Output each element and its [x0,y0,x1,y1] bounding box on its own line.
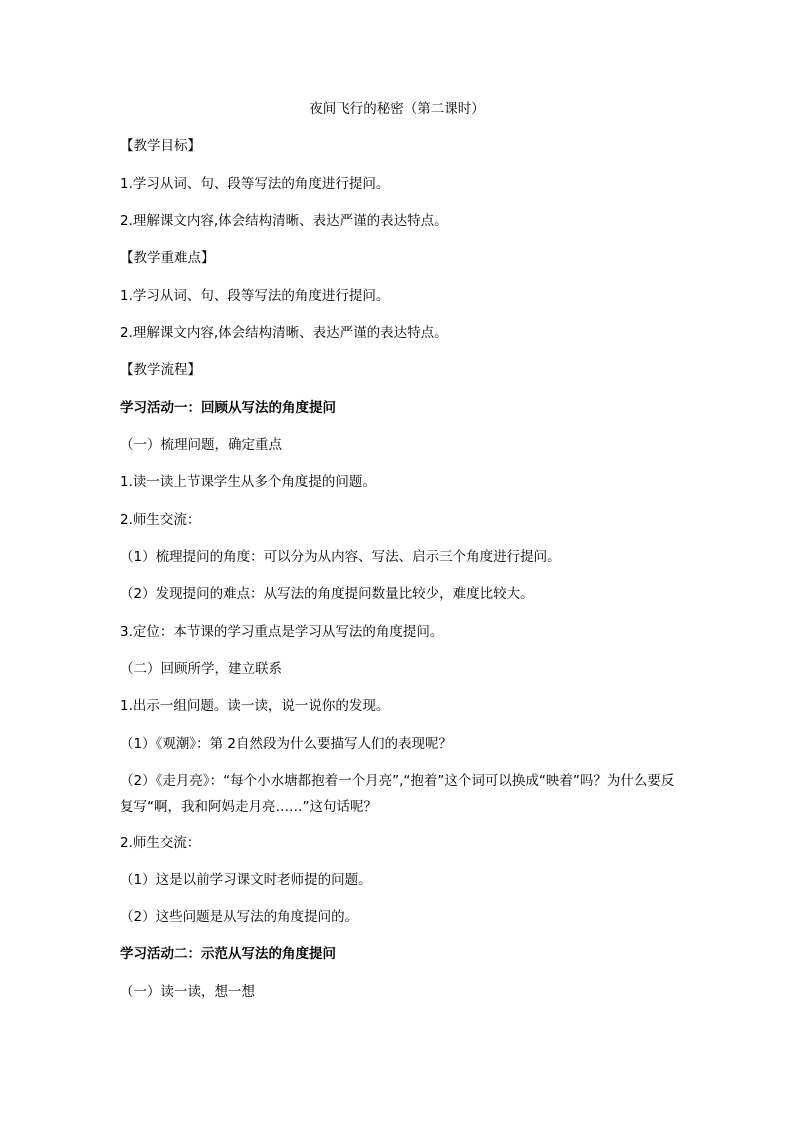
section-heading-objectives: 【教学目标】 [120,138,201,154]
section-heading-process: 【教学流程】 [120,362,201,378]
paragraph: （2）这些问题是从写法的角度提问的。 [120,909,359,925]
paragraph: 1.学习从词、句、段等写法的角度进行提问。 [120,288,390,304]
activity-heading: 学习活动一：回顾从写法的角度提问 [120,400,336,416]
paragraph: 2.师生交流： [120,512,201,528]
paragraph: 2.理解课文内容,体会结构清晰、表达严谨的表达特点。 [120,325,448,341]
paragraph: （1）这是以前学习课文时老师提的问题。 [120,872,372,888]
paragraph: 2.师生交流： [120,835,201,851]
paragraph: 1.学习从词、句、段等写法的角度进行提问。 [120,176,390,192]
paragraph: （2）《走月亮》：“每个小水塘都抱着一个月亮”,“抱着”这个词可以换成“映着”吗？为什么要反复写“啊，我和阿妈走月亮……”这句话呢？ [120,773,675,815]
paragraph: 3.定位：本节课的学习重点是学习从写法的角度提问。 [120,624,444,640]
paragraph: （2）发现提问的难点：从写法的角度提问数量比较少，难度比较大。 [120,586,534,602]
page-title: 夜间飞行的秘密（第二课时） [309,101,485,117]
subsection-heading: （一）读一读，想一想 [120,984,255,1000]
subsection-heading: （二）回顾所学，建立联系 [120,661,282,677]
paragraph: 1.出示一组问题。读一读，说一说你的发现。 [120,698,390,714]
paragraph: （1）梳理提问的角度：可以分为从内容、写法、启示三个角度进行提问。 [120,549,561,565]
paragraph: （1）《观潮》：第 2自然段为什么要描写人们的表现呢？ [120,736,452,752]
activity-heading: 学习活动二：示范从写法的角度提问 [120,946,336,962]
paragraph: 1.读一读上节课学生从多个角度提的问题。 [120,474,376,490]
paragraph: 2.理解课文内容,体会结构清晰、表达严谨的表达特点。 [120,213,448,229]
subsection-heading: （一）梳理问题，确定重点 [120,437,282,453]
section-heading-key-points: 【教学重难点】 [120,250,215,266]
